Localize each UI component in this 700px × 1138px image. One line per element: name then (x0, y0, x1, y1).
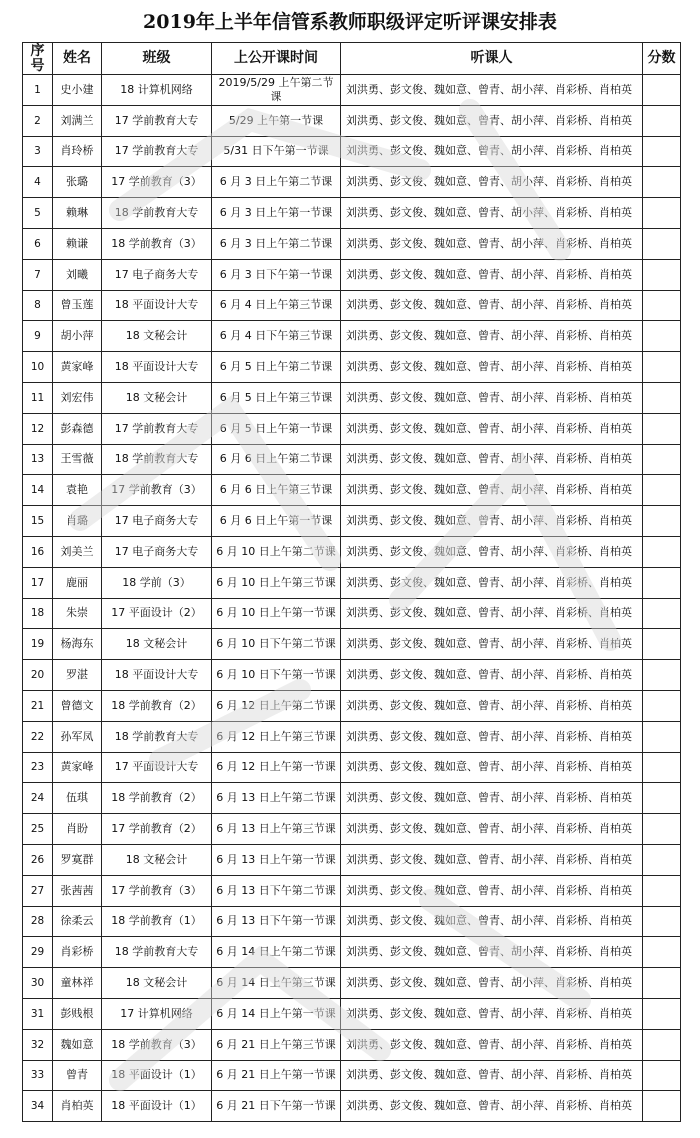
cell-name: 黄家峰 (53, 752, 102, 783)
cell-class: 18 学前教育（2） (102, 690, 212, 721)
cell-index: 25 (23, 814, 53, 845)
cell-listeners: 刘洪勇、彭文俊、魏如意、曾青、胡小萍、肖彩桥、肖柏英 (341, 167, 643, 198)
cell-name: 肖柏英 (53, 1091, 102, 1122)
table-row (23, 506, 681, 537)
cell-index: 2 (23, 105, 53, 136)
cell-listeners: 刘洪勇、彭文俊、魏如意、曾青、胡小萍、肖彩桥、肖柏英 (341, 1060, 643, 1091)
cell-time: 6 月 10 日上午第一节课 (212, 598, 341, 629)
cell-time: 6 月 4 日上午第三节课 (212, 290, 341, 321)
cell-index: 34 (23, 1091, 53, 1122)
cell-index: 9 (23, 321, 53, 352)
cell-listeners: 刘洪勇、彭文俊、魏如意、曾青、胡小萍、肖彩桥、肖柏英 (341, 844, 643, 875)
cell-time: 6 月 6 日上午第二节课 (212, 444, 341, 475)
cell-index: 8 (23, 290, 53, 321)
cell-name: 张茜茜 (53, 875, 102, 906)
cell-name: 彭森德 (53, 413, 102, 444)
table-row (23, 444, 681, 475)
cell-listeners: 刘洪勇、彭文俊、魏如意、曾青、胡小萍、肖彩桥、肖柏英 (341, 475, 643, 506)
cell-name: 鹿丽 (53, 567, 102, 598)
cell-class: 18 学前教育大专 (102, 721, 212, 752)
cell-index: 27 (23, 875, 53, 906)
table-row (23, 968, 681, 999)
cell-class: 18 学前教育（1） (102, 906, 212, 937)
cell-class: 17 平面设计大专 (102, 752, 212, 783)
cell-index: 26 (23, 844, 53, 875)
cell-index: 6 (23, 228, 53, 259)
cell-index: 31 (23, 998, 53, 1029)
table-row (23, 998, 681, 1029)
header-score: 分数 (643, 43, 681, 75)
cell-score (643, 1091, 681, 1122)
cell-time: 6 月 13 日下午第一节课 (212, 906, 341, 937)
cell-listeners: 刘洪勇、彭文俊、魏如意、曾青、胡小萍、肖彩桥、肖柏英 (341, 660, 643, 691)
cell-listeners: 刘洪勇、彭文俊、魏如意、曾青、胡小萍、肖彩桥、肖柏英 (341, 690, 643, 721)
cell-score (643, 136, 681, 167)
header-listeners: 听课人 (341, 43, 643, 75)
cell-index: 10 (23, 352, 53, 383)
cell-listeners: 刘洪勇、彭文俊、魏如意、曾青、胡小萍、肖彩桥、肖柏英 (341, 567, 643, 598)
cell-class: 17 学前教育（2） (102, 814, 212, 845)
cell-index: 16 (23, 536, 53, 567)
cell-score (643, 167, 681, 198)
cell-name: 曾德文 (53, 690, 102, 721)
cell-time: 6 月 10 日上午第二节课 (212, 536, 341, 567)
cell-score (643, 536, 681, 567)
cell-listeners: 刘洪勇、彭文俊、魏如意、曾青、胡小萍、肖彩桥、肖柏英 (341, 228, 643, 259)
cell-score (643, 752, 681, 783)
cell-listeners: 刘洪勇、彭文俊、魏如意、曾青、胡小萍、肖彩桥、肖柏英 (341, 1091, 643, 1122)
cell-listeners: 刘洪勇、彭文俊、魏如意、曾青、胡小萍、肖彩桥、肖柏英 (341, 198, 643, 229)
table-row (23, 660, 681, 691)
cell-class: 18 文秘会计 (102, 968, 212, 999)
table-row (23, 844, 681, 875)
cell-score (643, 228, 681, 259)
cell-listeners: 刘洪勇、彭文俊、魏如意、曾青、胡小萍、肖彩桥、肖柏英 (341, 629, 643, 660)
table-header-row (23, 43, 681, 75)
table-row (23, 290, 681, 321)
cell-score (643, 968, 681, 999)
cell-class: 17 学前教育（3） (102, 475, 212, 506)
cell-class: 17 学前教育大专 (102, 105, 212, 136)
cell-name: 曾青 (53, 1060, 102, 1091)
cell-score (643, 721, 681, 752)
cell-index: 19 (23, 629, 53, 660)
cell-listeners: 刘洪勇、彭文俊、魏如意、曾青、胡小萍、肖彩桥、肖柏英 (341, 906, 643, 937)
cell-index: 33 (23, 1060, 53, 1091)
cell-time: 6 月 3 日下午第一节课 (212, 259, 341, 290)
cell-score (643, 906, 681, 937)
cell-name: 刘美兰 (53, 536, 102, 567)
cell-name: 罗湛 (53, 660, 102, 691)
cell-listeners: 刘洪勇、彭文俊、魏如意、曾青、胡小萍、肖彩桥、肖柏英 (341, 105, 643, 136)
cell-class: 18 学前教育大专 (102, 937, 212, 968)
cell-index: 28 (23, 906, 53, 937)
cell-class: 18 平面设计大专 (102, 660, 212, 691)
cell-index: 32 (23, 1029, 53, 1060)
cell-class: 17 计算机网络 (102, 998, 212, 1029)
cell-score (643, 475, 681, 506)
cell-time: 6 月 21 日上午第一节课 (212, 1060, 341, 1091)
cell-time: 6 月 10 日下午第一节课 (212, 660, 341, 691)
cell-index: 18 (23, 598, 53, 629)
cell-index: 29 (23, 937, 53, 968)
cell-time: 6 月 13 日下午第二节课 (212, 875, 341, 906)
cell-listeners: 刘洪勇、彭文俊、魏如意、曾青、胡小萍、肖彩桥、肖柏英 (341, 721, 643, 752)
cell-name: 肖彩桥 (53, 937, 102, 968)
header-name: 姓名 (53, 43, 102, 75)
table-row (23, 1029, 681, 1060)
cell-time: 6 月 5 日上午第一节课 (212, 413, 341, 444)
cell-time: 6 月 3 日上午第二节课 (212, 228, 341, 259)
table-row (23, 228, 681, 259)
cell-name: 曾玉莲 (53, 290, 102, 321)
cell-name: 彭贱根 (53, 998, 102, 1029)
table-row (23, 475, 681, 506)
cell-class: 17 学前教育（3） (102, 167, 212, 198)
table-row (23, 1091, 681, 1122)
cell-listeners: 刘洪勇、彭文俊、魏如意、曾青、胡小萍、肖彩桥、肖柏英 (341, 75, 643, 106)
cell-time: 5/29 上午第一节课 (212, 105, 341, 136)
cell-index: 17 (23, 567, 53, 598)
cell-class: 18 文秘会计 (102, 321, 212, 352)
cell-class: 18 文秘会计 (102, 844, 212, 875)
cell-time: 6 月 13 日上午第三节课 (212, 814, 341, 845)
table-row (23, 752, 681, 783)
cell-listeners: 刘洪勇、彭文俊、魏如意、曾青、胡小萍、肖彩桥、肖柏英 (341, 536, 643, 567)
cell-time: 6 月 5 日上午第三节课 (212, 382, 341, 413)
cell-time: 6 月 5 日上午第二节课 (212, 352, 341, 383)
cell-score (643, 660, 681, 691)
table-row (23, 721, 681, 752)
cell-class: 18 学前（3） (102, 567, 212, 598)
cell-listeners: 刘洪勇、彭文俊、魏如意、曾青、胡小萍、肖彩桥、肖柏英 (341, 968, 643, 999)
cell-name: 肖璐 (53, 506, 102, 537)
cell-time: 6 月 12 日上午第一节课 (212, 752, 341, 783)
cell-score (643, 259, 681, 290)
cell-name: 徐柔云 (53, 906, 102, 937)
cell-time: 6 月 6 日上午第一节课 (212, 506, 341, 537)
cell-listeners: 刘洪勇、彭文俊、魏如意、曾青、胡小萍、肖彩桥、肖柏英 (341, 752, 643, 783)
schedule-table (22, 42, 681, 1122)
cell-index: 3 (23, 136, 53, 167)
cell-class: 18 平面设计（1） (102, 1060, 212, 1091)
page-title: 2019年上半年信管系教师职级评定听评课安排表 (143, 11, 557, 33)
cell-name: 肖玲桥 (53, 136, 102, 167)
cell-class: 18 平面设计大专 (102, 290, 212, 321)
cell-score (643, 444, 681, 475)
cell-name: 史小建 (53, 75, 102, 106)
cell-index: 13 (23, 444, 53, 475)
cell-name: 王雪薇 (53, 444, 102, 475)
cell-name: 刘宏伟 (53, 382, 102, 413)
cell-listeners: 刘洪勇、彭文俊、魏如意、曾青、胡小萍、肖彩桥、肖柏英 (341, 444, 643, 475)
table-row (23, 1060, 681, 1091)
table-row (23, 167, 681, 198)
cell-class: 18 计算机网络 (102, 75, 212, 106)
cell-class: 18 学前教育（3） (102, 228, 212, 259)
cell-time: 6 月 10 日下午第二节课 (212, 629, 341, 660)
cell-score (643, 413, 681, 444)
cell-score (643, 290, 681, 321)
cell-name: 童林祥 (53, 968, 102, 999)
cell-class: 18 学前教育大专 (102, 198, 212, 229)
cell-listeners: 刘洪勇、彭文俊、魏如意、曾青、胡小萍、肖彩桥、肖柏英 (341, 998, 643, 1029)
cell-index: 30 (23, 968, 53, 999)
cell-score (643, 844, 681, 875)
cell-score (643, 382, 681, 413)
cell-time: 6 月 4 日下午第三节课 (212, 321, 341, 352)
cell-name: 黄家峰 (53, 352, 102, 383)
cell-index: 12 (23, 413, 53, 444)
cell-score (643, 598, 681, 629)
cell-time: 5/31 日下午第一节课 (212, 136, 341, 167)
cell-name: 刘满兰 (53, 105, 102, 136)
cell-score (643, 998, 681, 1029)
table-row (23, 690, 681, 721)
cell-score (643, 690, 681, 721)
cell-listeners: 刘洪勇、彭文俊、魏如意、曾青、胡小萍、肖彩桥、肖柏英 (341, 413, 643, 444)
cell-listeners: 刘洪勇、彭文俊、魏如意、曾青、胡小萍、肖彩桥、肖柏英 (341, 352, 643, 383)
cell-listeners: 刘洪勇、彭文俊、魏如意、曾青、胡小萍、肖彩桥、肖柏英 (341, 1029, 643, 1060)
cell-time: 6 月 21 日上午第三节课 (212, 1029, 341, 1060)
cell-name: 赖琳 (53, 198, 102, 229)
cell-score (643, 105, 681, 136)
cell-class: 18 学前教育（3） (102, 1029, 212, 1060)
cell-index: 23 (23, 752, 53, 783)
cell-class: 17 电子商务大专 (102, 506, 212, 537)
table-row (23, 814, 681, 845)
cell-class: 18 学前教育大专 (102, 444, 212, 475)
cell-score (643, 352, 681, 383)
cell-time: 6 月 3 日上午第二节课 (212, 167, 341, 198)
cell-time: 6 月 12 日上午第三节课 (212, 721, 341, 752)
cell-name: 袁艳 (53, 475, 102, 506)
cell-index: 20 (23, 660, 53, 691)
table-row (23, 259, 681, 290)
cell-index: 14 (23, 475, 53, 506)
cell-listeners: 刘洪勇、彭文俊、魏如意、曾青、胡小萍、肖彩桥、肖柏英 (341, 814, 643, 845)
cell-index: 15 (23, 506, 53, 537)
cell-listeners: 刘洪勇、彭文俊、魏如意、曾青、胡小萍、肖彩桥、肖柏英 (341, 321, 643, 352)
cell-name: 张璐 (53, 167, 102, 198)
table-row (23, 783, 681, 814)
table-row (23, 382, 681, 413)
cell-time: 6 月 6 日上午第三节课 (212, 475, 341, 506)
cell-listeners: 刘洪勇、彭文俊、魏如意、曾青、胡小萍、肖彩桥、肖柏英 (341, 382, 643, 413)
cell-score (643, 629, 681, 660)
cell-time: 2019/5/29 上午第二节课 (212, 75, 341, 106)
cell-class: 18 文秘会计 (102, 629, 212, 660)
table-row (23, 198, 681, 229)
cell-class: 18 平面设计（1） (102, 1091, 212, 1122)
cell-time: 6 月 14 日上午第三节课 (212, 968, 341, 999)
cell-score (643, 198, 681, 229)
cell-name: 肖盼 (53, 814, 102, 845)
cell-time: 6 月 10 日上午第三节课 (212, 567, 341, 598)
cell-index: 22 (23, 721, 53, 752)
cell-index: 1 (23, 75, 53, 106)
cell-time: 6 月 13 日上午第二节课 (212, 783, 341, 814)
table-row (23, 105, 681, 136)
cell-index: 7 (23, 259, 53, 290)
cell-time: 6 月 14 日上午第二节课 (212, 937, 341, 968)
cell-score (643, 75, 681, 106)
cell-time: 6 月 12 日上午第二节课 (212, 690, 341, 721)
cell-listeners: 刘洪勇、彭文俊、魏如意、曾青、胡小萍、肖彩桥、肖柏英 (341, 136, 643, 167)
cell-time: 6 月 3 日上午第一节课 (212, 198, 341, 229)
cell-class: 17 学前教育大专 (102, 136, 212, 167)
table-row (23, 136, 681, 167)
cell-time: 6 月 21 日下午第一节课 (212, 1091, 341, 1122)
cell-listeners: 刘洪勇、彭文俊、魏如意、曾青、胡小萍、肖彩桥、肖柏英 (341, 937, 643, 968)
cell-class: 18 文秘会计 (102, 382, 212, 413)
cell-score (643, 1029, 681, 1060)
cell-score (643, 875, 681, 906)
table-row (23, 352, 681, 383)
table-row (23, 937, 681, 968)
cell-class: 17 学前教育大专 (102, 413, 212, 444)
cell-listeners: 刘洪勇、彭文俊、魏如意、曾青、胡小萍、肖彩桥、肖柏英 (341, 598, 643, 629)
cell-class: 18 学前教育（2） (102, 783, 212, 814)
cell-name: 罗寞群 (53, 844, 102, 875)
cell-listeners: 刘洪勇、彭文俊、魏如意、曾青、胡小萍、肖彩桥、肖柏英 (341, 259, 643, 290)
table-row (23, 598, 681, 629)
cell-index: 24 (23, 783, 53, 814)
cell-listeners: 刘洪勇、彭文俊、魏如意、曾青、胡小萍、肖彩桥、肖柏英 (341, 875, 643, 906)
table-row (23, 875, 681, 906)
cell-score (643, 814, 681, 845)
cell-class: 17 学前教育（3） (102, 875, 212, 906)
header-time: 上公开课时间 (212, 43, 341, 75)
cell-score (643, 506, 681, 537)
cell-name: 胡小萍 (53, 321, 102, 352)
cell-index: 4 (23, 167, 53, 198)
cell-class: 17 电子商务大专 (102, 536, 212, 567)
cell-index: 11 (23, 382, 53, 413)
cell-name: 朱崇 (53, 598, 102, 629)
table-row (23, 906, 681, 937)
cell-name: 魏如意 (53, 1029, 102, 1060)
table-row (23, 321, 681, 352)
cell-listeners: 刘洪勇、彭文俊、魏如意、曾青、胡小萍、肖彩桥、肖柏英 (341, 290, 643, 321)
table-row (23, 536, 681, 567)
cell-name: 伍琪 (53, 783, 102, 814)
cell-name: 赖谦 (53, 228, 102, 259)
cell-score (643, 1060, 681, 1091)
cell-class: 17 平面设计（2） (102, 598, 212, 629)
cell-index: 21 (23, 690, 53, 721)
cell-time: 6 月 13 日上午第一节课 (212, 844, 341, 875)
table-row (23, 567, 681, 598)
cell-index: 5 (23, 198, 53, 229)
cell-listeners: 刘洪勇、彭文俊、魏如意、曾青、胡小萍、肖彩桥、肖柏英 (341, 783, 643, 814)
cell-class: 17 电子商务大专 (102, 259, 212, 290)
cell-time: 6 月 14 日上午第一节课 (212, 998, 341, 1029)
cell-score (643, 783, 681, 814)
header-class: 班级 (102, 43, 212, 75)
table-row (23, 629, 681, 660)
cell-class: 18 平面设计大专 (102, 352, 212, 383)
header-index: 序号 (23, 43, 53, 75)
cell-listeners: 刘洪勇、彭文俊、魏如意、曾青、胡小萍、肖彩桥、肖柏英 (341, 506, 643, 537)
cell-score (643, 937, 681, 968)
cell-name: 刘曦 (53, 259, 102, 290)
cell-name: 孙军凤 (53, 721, 102, 752)
table-row (23, 75, 681, 106)
cell-name: 杨海东 (53, 629, 102, 660)
table-row (23, 413, 681, 444)
cell-score (643, 567, 681, 598)
cell-score (643, 321, 681, 352)
